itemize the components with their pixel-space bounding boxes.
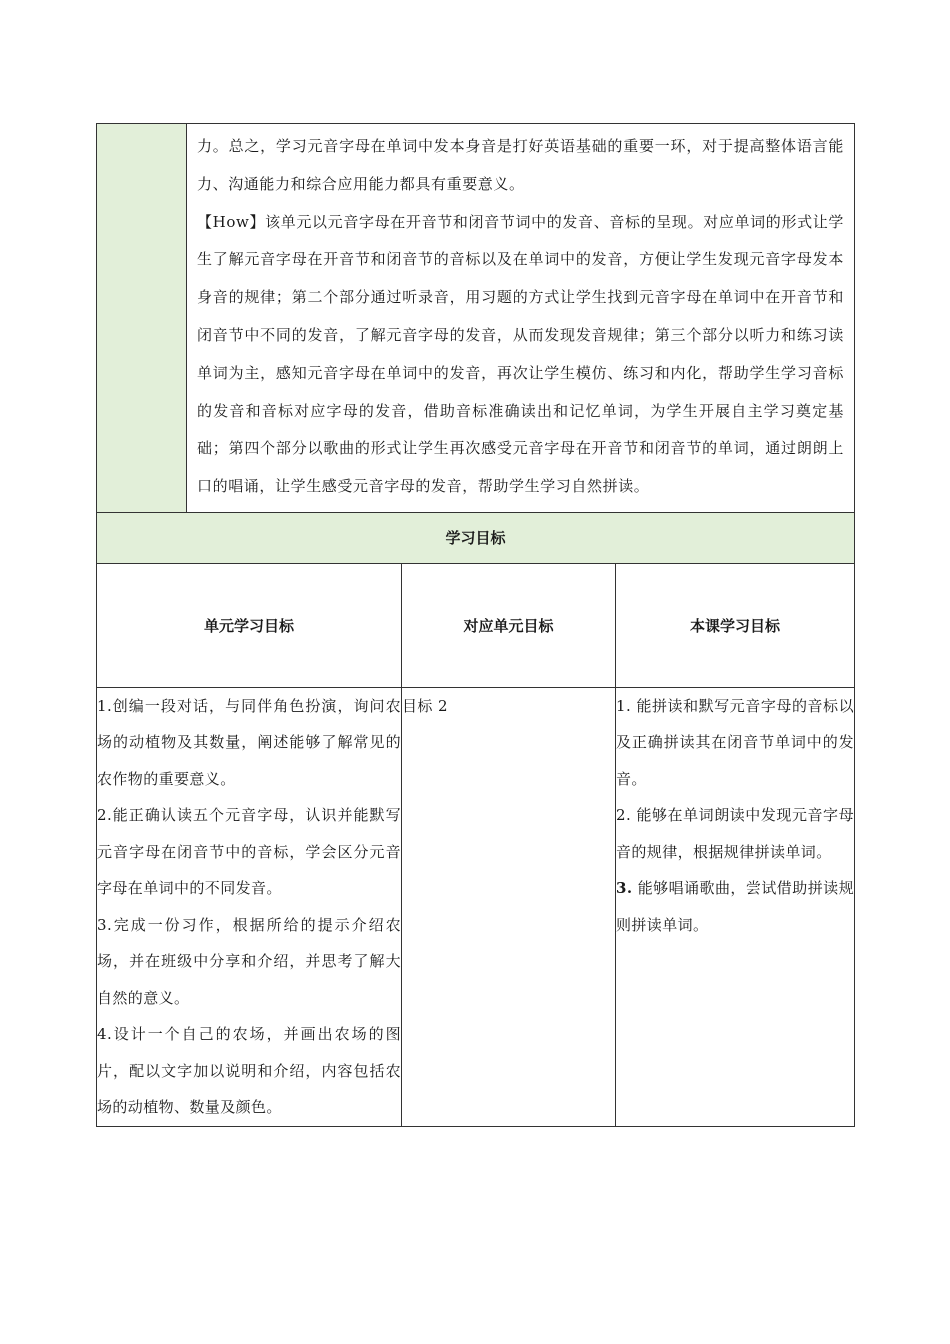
header-corresponding-goals: 对应单元目标 bbox=[402, 563, 616, 687]
unit-goal-item: 1.创编一段对话，与同伴角色扮演，询问农场的动植物及其数量，阐述能够了解常见的农作物的重要意义。 bbox=[97, 696, 401, 788]
unit-goal-item: 3.完成一份习作，根据所给的提示介绍农场，并在班级中分享和介绍，并思考了解大自然的意义。 bbox=[97, 915, 401, 1007]
lesson-goal-item bbox=[616, 870, 854, 943]
lesson-goal-number: 3. bbox=[616, 879, 633, 898]
lesson-goal-text: 能够在单词朗读中发现元音字母音的规律，根据规律拼读单词。 bbox=[616, 806, 855, 861]
corresponding-goal-cell bbox=[402, 687, 616, 1126]
lesson-goal-item bbox=[616, 797, 854, 870]
how-text: 该单元以元音字母在开音节和闭音节词中的发音、音标的呈现。对应单词的形式让学生了解元音字母在开音节和闭音节的音标以及在单词中的发音，方便让学生发现元音字母发本身音的规律；第二个部分通过听录音，用习题的方式让学生找到元音字母在单词中在开音节和闭音节中不同的发音，了解元音字母的发音，从而发现发音规律；第三个部分以听力和练习读单词为主，感知元音字母在单词中的发音，再次让学生模仿、练习和内化，帮助学生学习音标的发音和音标对应字母的发音，借助音标准确读出和记忆单词，为学生开展自主学习奠定基础；第四个部分以歌曲的形式让学生再次感受元音字母在开音节和闭音节的单词，通过朗朗上口的唱诵，让学生感受元音字母的发音，帮助学生学习自然拼读。 bbox=[197, 212, 845, 496]
lesson-goal-text: 能够唱诵歌曲，尝试借助拼读规则拼读单词。 bbox=[616, 879, 855, 934]
header-unit-goals: 单元学习目标 bbox=[97, 563, 402, 687]
lesson-goal-number: 2. bbox=[616, 806, 632, 825]
section-title: 学习目标 bbox=[97, 512, 855, 563]
document-page bbox=[96, 123, 854, 1127]
header-lesson-goals: 本课学习目标 bbox=[616, 563, 855, 687]
unit-goals-cell bbox=[97, 687, 402, 1126]
objectives-header-row bbox=[97, 563, 855, 687]
lesson-goal-item bbox=[616, 688, 854, 798]
analysis-label-cell bbox=[97, 124, 187, 513]
lesson-goal-text: 能拼读和默写元音字母的音标以及正确拼读其在闭音节单词中的发音。 bbox=[616, 696, 855, 788]
analysis-content-cell bbox=[187, 124, 855, 513]
lesson-goals-cell bbox=[616, 687, 855, 1126]
analysis-paragraph-1: 力。总之，学习元音字母在单词中发本身音是打好英语基础的重要一环，对于提高整体语言能力、沟通能力和综合应用能力都具有重要意义。 bbox=[197, 137, 845, 193]
analysis-paragraph-how bbox=[197, 204, 844, 506]
lesson-goal-number: 1. bbox=[616, 696, 632, 715]
objectives-body-row bbox=[97, 687, 855, 1126]
how-label: 【How】 bbox=[197, 212, 266, 231]
analysis-row bbox=[97, 124, 855, 513]
lesson-plan-table bbox=[96, 123, 855, 1127]
objectives-title-row bbox=[97, 512, 855, 563]
unit-goal-item: 4.设计一个自己的农场，并画出农场的图片，配以文字加以说明和介绍，内容包括农场的动植物、数量及颜色。 bbox=[97, 1025, 401, 1117]
unit-goal-item: 2.能正确认读五个元音字母，认识并能默写元音字母在闭音节中的音标，学会区分元音字母在单词中的不同发音。 bbox=[97, 806, 401, 898]
corresponding-goal: 目标 2 bbox=[402, 696, 448, 715]
